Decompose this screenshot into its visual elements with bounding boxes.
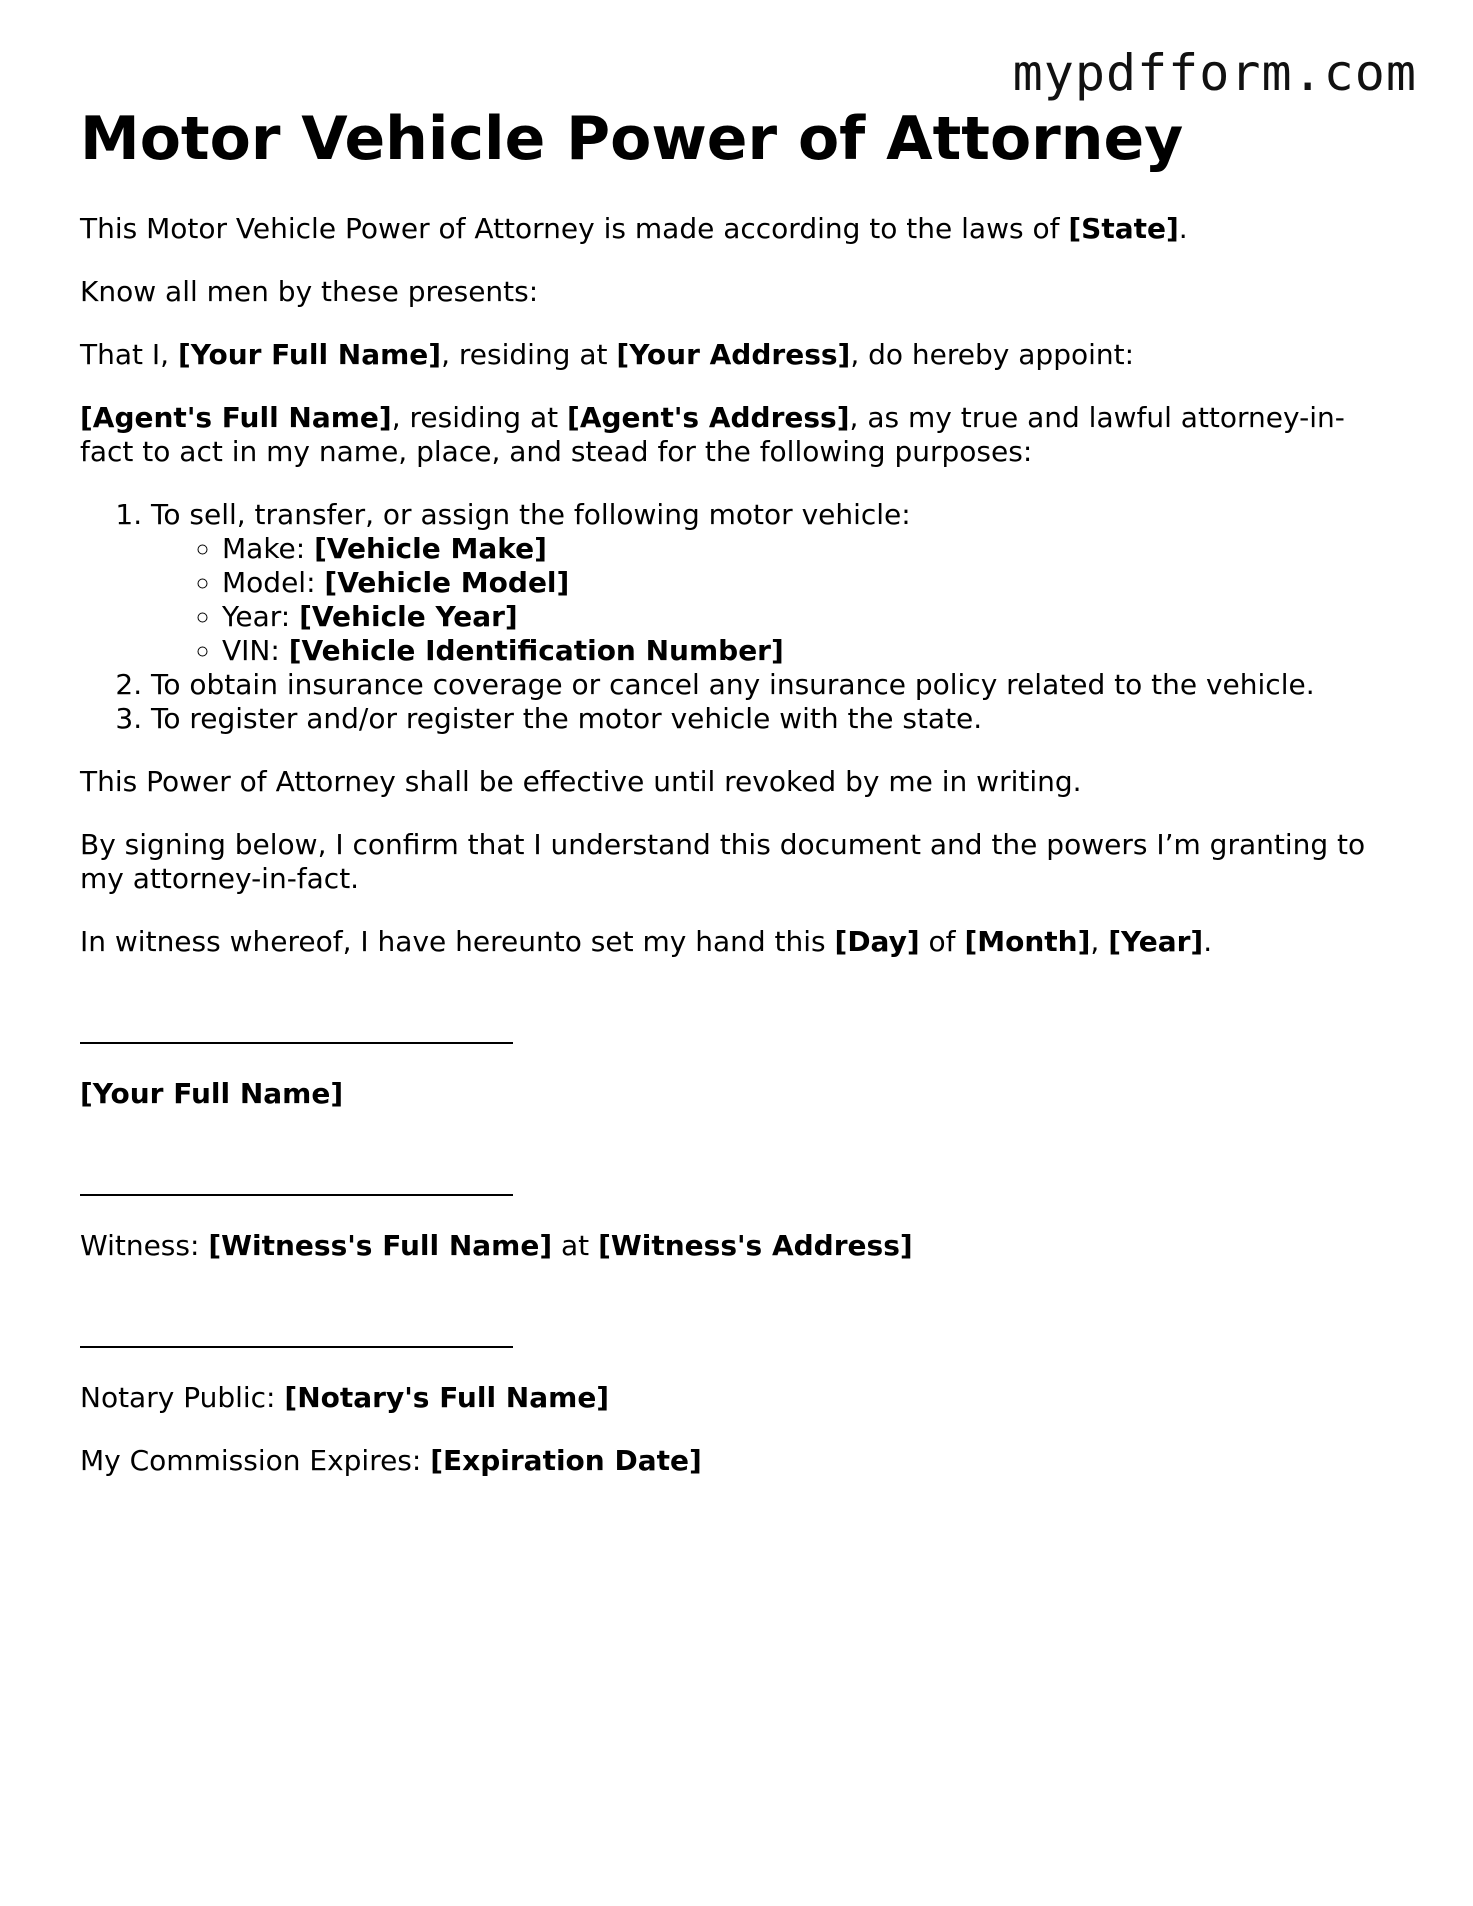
spacer [80,988,1390,1014]
purpose-item-sell [151,498,1390,668]
intro-text: This Motor Vehicle Power of Attorney is made according to the laws of [80,212,1069,245]
vehicle-vin-label: VIN: [222,634,289,667]
witness-signature-line [80,1166,1390,1200]
vehicle-details-list [151,532,1390,668]
know-all-paragraph: Know all men by these presents: [80,275,539,308]
principal-address-placeholder: [Your Address] [616,338,851,371]
vehicle-make-label: Make: [222,532,315,565]
agent-paragraph [80,401,1390,469]
agent-mid: , residing at [391,401,568,434]
vehicle-year-label: Year: [222,600,300,633]
vehicle-year-placeholder: [Vehicle Year] [299,600,518,633]
witness-at: at [552,1229,599,1262]
principal-signature-name: [Your Full Name] [80,1077,344,1110]
intro-paragraph [80,212,1390,246]
witness-clause-paragraph [80,925,1390,959]
purpose-sell-text: To sell, transfer, or assign the following motor vehicle: [151,498,911,531]
effective-paragraph: This Power of Attorney shall be effective until revoked by me in writing. [80,765,1082,798]
signature-rule [80,1346,513,1348]
vehicle-make-placeholder: [Vehicle Make] [314,532,547,565]
witness-clause-end: . [1203,925,1213,958]
witness-clause-of: of [919,925,965,958]
agent-post: , as my true and lawful attorney-in-fact to act in my name, place, and stead for the following purposes: [80,401,1345,468]
year-placeholder: [Year] [1108,925,1204,958]
principal-post: , do hereby appoint: [850,338,1135,371]
purpose-item-insurance: 2. To obtain insurance coverage or cancel any insurance policy related to the vehicle. [151,668,1390,702]
principal-pre: That I, [80,338,178,371]
signature-rule [80,1194,513,1196]
confirm-paragraph: By signing below, I confirm that I understand this document and the powers I’m granting to my attorney-in-fact. [80,828,1366,895]
witness-paragraph [80,1229,1390,1263]
vehicle-model-placeholder: [Vehicle Model] [324,566,570,599]
purpose-item-register: 3. To register and/or register the motor vehicle with the state. [151,702,1390,736]
state-placeholder: [State] [1068,212,1179,245]
principal-signature-line [80,1014,1390,1048]
month-placeholder: [Month] [964,925,1091,958]
vehicle-model-item [222,566,1390,600]
principal-name-placeholder: [Your Full Name] [177,338,442,371]
vehicle-vin-item [222,634,1390,668]
document-body [80,104,1390,1507]
notary-paragraph [80,1381,1390,1415]
witness-name-placeholder: [Witness's Full Name] [208,1229,553,1262]
principal-paragraph [80,338,1390,372]
notary-label: Notary Public: [80,1381,285,1414]
spacer [80,1292,1390,1318]
day-placeholder: [Day] [834,925,920,958]
witness-clause-comma: , [1090,925,1109,958]
commission-paragraph [80,1444,1390,1478]
witness-clause-pre: In witness whereof, I have hereunto set my hand this [80,925,835,958]
spacer [80,1140,1390,1166]
intro-end: . [1178,212,1188,245]
vehicle-model-label: Model: [222,566,325,599]
purposes-list [80,498,1390,736]
expiration-date-placeholder: [Expiration Date] [430,1444,702,1477]
notary-name-placeholder: [Notary's Full Name] [284,1381,610,1414]
notary-signature-line [80,1318,1390,1352]
vehicle-vin-placeholder: [Vehicle Identification Number] [288,634,784,667]
document-title: Motor Vehicle Power of Attorney [80,104,1184,174]
vehicle-make-item [222,532,1390,566]
site-watermark: mypdfform.com [1012,44,1417,102]
vehicle-year-item [222,600,1390,634]
witness-label: Witness: [80,1229,209,1262]
commission-label: My Commission Expires: [80,1444,431,1477]
agent-name-placeholder: [Agent's Full Name] [80,401,392,434]
witness-address-placeholder: [Witness's Address] [598,1229,913,1262]
signature-rule [80,1042,513,1044]
agent-address-placeholder: [Agent's Address] [567,401,850,434]
principal-signature-name-paragraph [80,1077,1390,1111]
principal-mid: , residing at [441,338,617,371]
